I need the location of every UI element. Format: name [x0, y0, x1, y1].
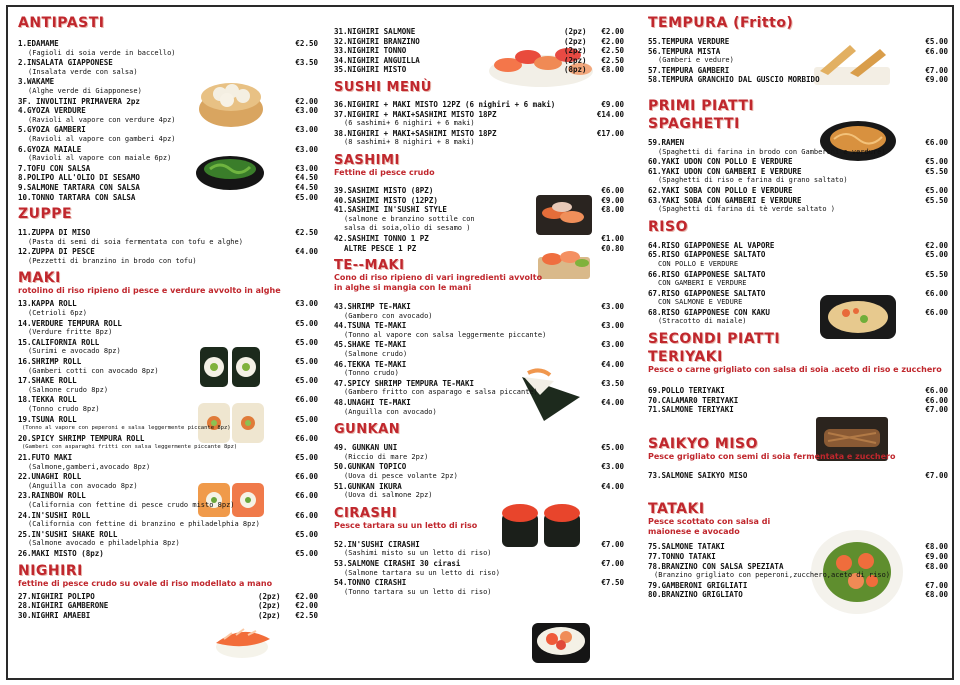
item-desc: (Ravioli al vapore con verdure 4pz) — [28, 115, 176, 124]
menu-item: 52.IN'SUSHI CIRASHI €7.00 — [334, 539, 624, 549]
menu-item: 42.SASHIMI TONNO 1 PZ €1.00 — [334, 233, 624, 243]
item-desc: (Gambero fritto con asparago e salsa piccante) — [344, 388, 538, 397]
item-desc: (Uova di salmone 2pz) — [344, 491, 433, 500]
section-title: SAIKYO MISO — [648, 435, 759, 452]
item-desc: (Fagioli di soia verde in baccello) — [28, 48, 176, 57]
item-desc: (salmone e branzino sottile con — [344, 214, 475, 223]
item-desc: (Anguilla con avocado) — [344, 407, 437, 416]
section-title: ZUPPE — [18, 206, 73, 223]
item-desc: (Salmone,gamberi,avocado 8pz) — [28, 462, 151, 471]
item-desc: CON POLLO E VERDURE — [658, 259, 739, 268]
menu-item: 59.RAMEN €6.00 — [648, 137, 948, 147]
menu-item: 57.TEMPURA GAMBERI €7.00 — [648, 65, 948, 75]
section-subtitle: in alghe si mangia con le mani — [334, 283, 472, 293]
item-desc: (Gamberi con asparaghi fritti con salsa leggermente piccante 8pz) — [22, 444, 238, 451]
secondi-section — [648, 332, 948, 415]
section-subtitle: maionese e avocado — [648, 527, 740, 537]
tempura-section — [648, 16, 948, 85]
section-title: MAKI — [18, 270, 61, 287]
menu-item: 28.NIGHIRI GAMBERONE (2pz) €2.00 — [18, 601, 318, 611]
menu-item: 46.TEKKA TE-MAKI €4.00 — [334, 359, 624, 369]
section-title-2: SPAGHETTI — [648, 115, 740, 132]
menu-item: 71.SALMONE TERIYAKI €7.00 — [648, 405, 948, 415]
nighiri-section — [18, 564, 318, 621]
menu-item: 53.SALMONE CIRASHI 30 cirasi €7.00 — [334, 558, 624, 568]
menu-item: 56.TEMPURA MISTA €6.00 — [648, 46, 948, 56]
tataki-section — [648, 485, 948, 600]
menu-page — [6, 5, 954, 680]
item-desc: (Tonno al vapore con salsa leggermente piccante) — [344, 330, 547, 339]
menu-item: 37.NIGHIRI + MAKI+SASHIMI MISTO 18PZ €14.00 — [334, 109, 624, 119]
item-desc: (Pasta di semi di soia fermentata con tofu e alghe) — [28, 237, 243, 246]
menu-item: 7.TOFU CON SALSA €3.00 — [18, 163, 318, 173]
menu-item: 54.TONNO CIRASHI €7.50 — [334, 578, 624, 588]
menu-item: ALTRE PESCE 1 PZ €0.80 — [344, 243, 624, 253]
sushi-menu-section — [334, 80, 624, 148]
menu-item: 64.RISO GIAPPONESE AL VAPORE €2.00 — [648, 240, 948, 250]
menu-item: 67.RISO GIAPPONESE SALTATO €6.00 — [648, 288, 948, 298]
menu-item: 22.UNAGHI ROLL €6.00 — [18, 472, 318, 482]
menu-item: 18.TEKKA ROLL €6.00 — [18, 395, 318, 405]
section-subtitle: Pesce scottato con salsa di — [648, 517, 771, 527]
menu-item: 38.NIGHIRI + MAKI+SASHIMI MISTO 18PZ €17.00 — [334, 128, 624, 138]
menu-item: 5.GYOZA GAMBERI €3.00 — [18, 125, 318, 135]
item-desc: (Salmone tartara su un letto di riso) — [344, 568, 500, 577]
menu-item: 70.CALAMAR0 TERIYAKI €6.00 — [648, 395, 948, 405]
menu-item: 21.FUTO MAKI €5.00 — [18, 452, 318, 462]
menu-item: 31.NIGHIRI SALMONE (2pz) €2.00 — [334, 27, 624, 36]
item-desc: (Verdure fritte 8pz) — [28, 328, 113, 337]
section-title: CIRASHI — [334, 505, 398, 521]
menu-item: 4.GYOZA VERDURE €3.00 — [18, 106, 318, 116]
item-desc: (Cetrioli 6pz) — [28, 309, 88, 318]
item-desc: (Spaghetti di farina di tè verde saltato ) — [658, 205, 836, 214]
menu-item: 30.NIGHRI AMAEBI (2pz) €2.50 — [18, 610, 318, 620]
item-desc: (Surimi e avocado 8pz) — [28, 347, 121, 356]
item-desc: (Sashimi misto su un letto di riso) — [344, 549, 492, 558]
primi-section — [648, 90, 948, 215]
antipasti-section — [18, 16, 318, 202]
menu-item: 60.YAKI UDON CON POLLO E VERDURE €5.00 — [648, 157, 948, 167]
section-title: SUSHI MENÙ — [334, 79, 432, 95]
nighiri-image — [212, 621, 272, 661]
menu-item: 41.SASHIMI IN'SUSHI STYLE €8.00 — [334, 205, 624, 215]
menu-item: 62.YAKI SOBA CON POLLO E VERDURE €5.00 — [648, 185, 948, 195]
menu-item: 26.MAKI MISTO (8pz) €5.00 — [18, 548, 318, 558]
menu-item: 6.GYOZA MAIALE €3.00 — [18, 144, 318, 154]
menu-item: 16.SHRIMP ROLL €5.00 — [18, 357, 318, 367]
nighiri-continued-section — [334, 13, 624, 75]
menu-item: 35.NIGHIRI MISTO (8pz) €8.00 — [334, 65, 624, 75]
cirashi-image — [528, 615, 594, 667]
item-desc: (Spaghetti di riso e farina di grano saltato) — [658, 176, 848, 185]
menu-item: 55.TEMPURA VERDURE €5.00 — [648, 37, 948, 46]
item-desc: (6 sashimi+ 6 nighiri + 6 maki) — [344, 119, 475, 128]
menu-item: 20.SPICY SHRIMP TEMPURA ROLL €6.00 — [18, 433, 318, 443]
menu-item: 78.BRANZINO CON SALSA SPEZIATA €8.00 — [648, 561, 948, 571]
item-desc: (Gamberi e vedure) — [658, 56, 734, 65]
section-subtitle: Cono di riso ripieno di vari ingredienti avvolto — [334, 273, 543, 283]
menu-item: 14.VERDURE TEMPURA ROLL €5.00 — [18, 318, 318, 328]
menu-item: 79.GAMBERONI GRIGLIATI €7.00 — [648, 580, 948, 590]
menu-item: 73.SALMONE SAIKYO MISO €7.00 — [648, 470, 948, 480]
item-desc: (Salmone crudo 8pz) — [28, 385, 109, 394]
temaki-section — [334, 258, 624, 417]
menu-item: 40.SASHIMI MISTO (12PZ) €9.00 — [334, 195, 624, 205]
item-desc: (Tonno al vapore con peperoni e salsa leggermente piccante 8pz) — [22, 425, 231, 432]
menu-item: 49. GUNKAN UNI €5.00 — [334, 443, 624, 453]
saikyo-section — [648, 420, 948, 481]
section-title: TEMPURA (Fritto) — [648, 15, 794, 31]
menu-item: 43.SHRIMP TE-MAKI €3.00 — [334, 302, 624, 312]
item-desc: (Anguilla con avocado 8pz) — [28, 481, 138, 490]
menu-item: 68.RISO GIAPPONESE CON KAKU €6.00 — [648, 307, 948, 317]
menu-item: 19.TSUNA ROLL €5.00 — [18, 414, 318, 424]
item-desc: (Uova di pesce volante 2pz) — [344, 472, 458, 480]
item-desc: (Gamberi cotti con avocado 8pz) — [28, 366, 159, 375]
section-title: SECONDI PIATTI — [648, 331, 781, 348]
section-subtitle: Fettine di pesce crudo — [334, 167, 435, 177]
menu-item: 34.NIGHIRI ANGUILLA (2pz) €2.50 — [334, 55, 624, 65]
menu-item: 2.INSALATA GIAPPONESE €3.50 — [18, 58, 318, 68]
menu-item: 1.EDAMAME €2.50 — [18, 39, 318, 48]
menu-item: 58.TEMPURA GRANCHIO DAL GUSCIO MORBIDO €9.00 — [648, 75, 948, 85]
item-desc: (Salmone crudo) — [344, 350, 408, 359]
menu-item: 27.NIGHIRI POLIPO (2pz) €2.00 — [18, 591, 318, 601]
item-desc: (Riccio di mare 2pz) — [344, 452, 429, 461]
menu-column-1 — [18, 13, 318, 625]
menu-item: 13.KAPPA ROLL €3.00 — [18, 299, 318, 309]
sashimi-section — [334, 153, 624, 253]
section-subtitle: Pesce grigliato con semi di soia fermentata e zucchero — [648, 451, 896, 461]
menu-column-3 — [648, 13, 948, 605]
menu-column-2 — [334, 13, 624, 602]
item-desc: (Tonno crudo) — [344, 369, 399, 378]
item-desc: (Branzino grigliato con peperoni,zucchero,aceto di riso) — [654, 571, 891, 580]
menu-item: 12.ZUPPA DI PESCE €4.00 — [18, 247, 318, 257]
menu-item: 47.SPICY SHRIMP TEMPURA TE-MAKI €3.50 — [334, 378, 624, 388]
menu-item: 51.GUNKAN IKURA €4.00 — [334, 481, 624, 491]
menu-item: 17.SHAKE ROLL €5.00 — [18, 376, 318, 386]
item-desc: (Tonno tartara su un letto di riso) — [344, 587, 492, 596]
item-desc: (California con fettine di pesce crudo misto 8pz) — [28, 500, 235, 509]
menu-item: 8.POLIPO ALL'OLIO DI SESAMO €4.50 — [18, 173, 318, 183]
section-subtitle: rotolino di riso ripieno di pesce e verdure avvolto in alghe — [18, 286, 281, 296]
menu-item: 10.TONNO TARTARA CON SALSA €5.00 — [18, 192, 318, 202]
zuppe-section — [18, 207, 318, 266]
menu-item: 45.SHAKE TE-MAKI €3.00 — [334, 340, 624, 350]
section-title: ANTIPASTI — [18, 15, 105, 31]
menu-item: 65.RISO GIAPPONESE SALTATO €5.00 — [648, 250, 948, 260]
menu-item: 32.NIGHIRI BRANZINO (2pz) €2.00 — [334, 36, 624, 46]
item-desc: (Tonno crudo 8pz) — [28, 405, 100, 413]
section-title: TATAKI — [648, 501, 705, 518]
menu-item: 39.SASHIMI MISTO (8PZ) €6.00 — [334, 185, 624, 195]
item-desc: (8 sashimi+ 8 nighiri + 8 maki) — [344, 138, 475, 147]
item-desc: (Alghe verde di Giapponese) — [28, 86, 142, 95]
item-desc: (Spaghetti di farina in brodo con Gamberoni e verdure) — [658, 147, 886, 156]
section-title: RISO — [648, 218, 688, 235]
item-desc: (Ravioli al vapore con gamberi 4pz) — [28, 134, 176, 143]
menu-item: 75.SALMONE TATAKI €8.00 — [648, 542, 948, 552]
menu-item: 63.YAKI SOBA CON GAMBERI E VERDURE €5.50 — [648, 195, 948, 205]
menu-item: 9.SALMONE TARTARA CON SALSA €4.50 — [18, 182, 318, 192]
menu-item: 36.NIGHIRI + MAKI MISTO 12PZ (6 nighiri + 6 maki) €9.00 — [334, 99, 624, 109]
riso-section — [648, 220, 948, 327]
section-title: GUNKAN — [334, 422, 401, 438]
item-desc: salsa di soia,olio di sesamo ) — [344, 224, 471, 233]
section-title: PRIMI PIATTI — [648, 97, 755, 114]
menu-item: 66.RISO GIAPPONESE SALTATO €5.50 — [648, 269, 948, 279]
menu-item: 11.ZUPPA DI MISO €2.50 — [18, 228, 318, 238]
menu-item: 61.YAKI UDON CON GAMBERI E VERDURE €5.50 — [648, 166, 948, 176]
item-desc: (Salmone avocado e philadelphia 8pz) — [28, 539, 180, 548]
item-desc: (Stracotto di maiale) — [658, 317, 747, 326]
item-desc: (Pezzetti di branzino in brodo con tofu) — [28, 256, 197, 265]
item-desc: (Ravioli al vapore con maiale 6pz) — [28, 154, 172, 163]
menu-item: 33.NIGHIRI TONNO (2pz) €2.50 — [334, 46, 624, 56]
section-title-2: TERIYAKI — [648, 349, 723, 366]
menu-item: 80.BRANZINO GRIGLIATO €8.00 — [648, 590, 948, 600]
item-desc: (California con fettine di branzino e philadelphia 8pz) — [28, 520, 260, 529]
menu-item: 3F. INVOLTINI PRIMAVERA 2pz €2.00 — [18, 96, 318, 106]
gunkan-section — [334, 422, 624, 501]
menu-item: 44.TSUNA TE-MAKI €3.00 — [334, 321, 624, 331]
item-desc: CON GAMBERI E VERDURE — [658, 279, 747, 288]
section-subtitle: fettine di pesce crudo su ovale di riso modellato a mano — [18, 578, 273, 588]
menu-item: 23.RAINBOW ROLL €6.00 — [18, 491, 318, 501]
section-title: TE--MAKI — [334, 258, 405, 274]
item-desc: CON SALMONE E VEDURE — [658, 298, 743, 307]
menu-item: 15.CALIFORNIA ROLL €5.00 — [18, 337, 318, 347]
menu-item: 48.UNAGHI TE-MAKI €4.00 — [334, 398, 624, 408]
section-subtitle: Pesce o carne grigliato con salsa di soia .aceto di riso e zucchero — [648, 365, 942, 375]
menu-item: 77.TONNO TATAKI €9.00 — [648, 552, 948, 562]
menu-item: 69.POLLO TERIYAKI €6.00 — [648, 386, 948, 396]
menu-item: 24.IN'SUSHI ROLL €6.00 — [18, 510, 318, 520]
menu-item: 25.IN'SUSHI SHAKE ROLL €5.00 — [18, 529, 318, 539]
item-desc: (Gambero con avocado) — [344, 311, 433, 320]
section-title: SASHIMI — [334, 152, 400, 168]
cirashi-section — [334, 506, 624, 598]
maki-section — [18, 271, 318, 558]
section-subtitle: Pesce tartara su un letto di riso — [334, 520, 478, 530]
menu-item: 50.GUNKAN TOPICO €3.00 — [334, 462, 624, 472]
menu-item: 3.WAKAME — [18, 77, 55, 87]
item-desc: (Insalata verde con salsa) — [28, 67, 138, 76]
section-title: NIGHIRI — [18, 562, 83, 579]
